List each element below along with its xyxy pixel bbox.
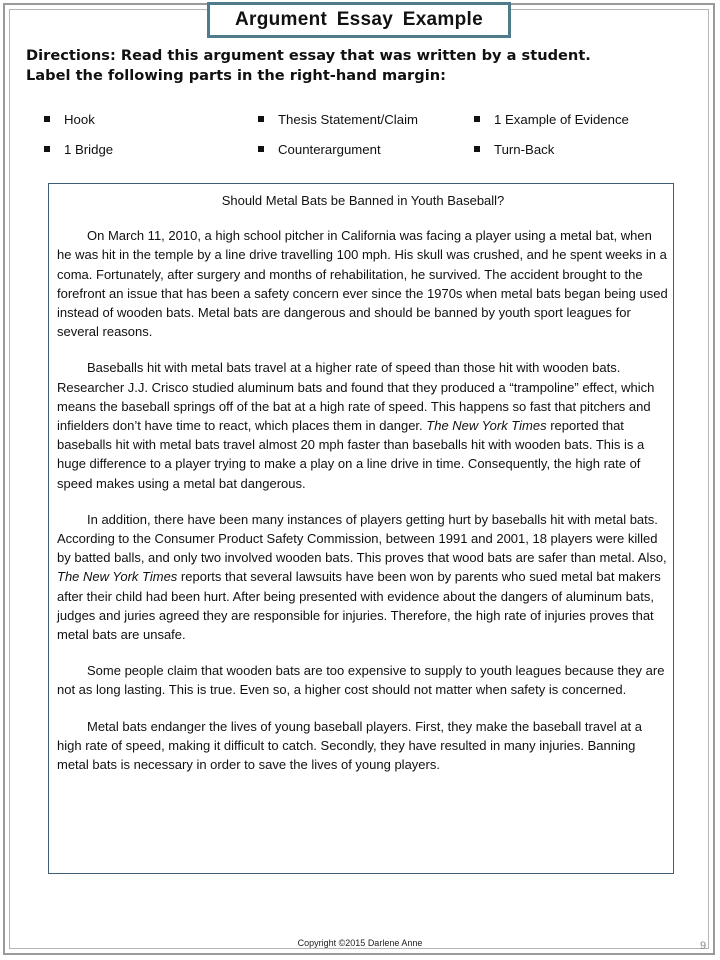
square-bullet-icon xyxy=(44,116,50,122)
square-bullet-icon xyxy=(474,116,480,122)
list-item: Counterargument xyxy=(258,142,381,157)
directions-line-1: Directions: Read this argument essay that was written by a student. xyxy=(26,47,591,64)
directions xyxy=(26,46,696,86)
square-bullet-icon xyxy=(258,116,264,122)
source-title: The New York Times xyxy=(426,418,547,434)
essay-paragraph-3: In addition, there have been many instances of players getting hurt by baseballs hit with metal bats. According to the Consumer Product Safety Commission, between 1991 and 2001, 18 players were killed by batted balls, and only two involved wooden bats. This proves that wood bats are safer than metal. Also, The New York Times reports that several lawsuits have been won by parents who sued metal bat makers after their child had been hurt. After being presented with evidence about the dangers of aluminum bats, judges and juries agreed they are responsible for injuries. Therefore, the high rate of injuries proves that metal bats are unsafe. xyxy=(57,511,667,643)
square-bullet-icon xyxy=(474,146,480,152)
essay-paragraph-5: Metal bats endanger the lives of young baseball players. First, they make the baseball travel at a high rate of speed, making it difficult to catch. Secondly, they have resulted in many injuries. Banning metal bats is necessary in order to save the lives of young players. xyxy=(57,718,642,773)
essay-body xyxy=(57,191,669,791)
copyright-footer: Copyright ©2015 Darlene Anne xyxy=(0,938,720,948)
essay-title: Should Metal Bats be Banned in Youth Baseball? xyxy=(221,193,505,208)
page-number: 9 xyxy=(700,940,707,952)
essay-box xyxy=(48,183,674,874)
essay-paragraph-2: Baseballs hit with metal bats travel at a higher rate of speed than those hit with wooden bats. Researcher J.J. Crisco studied aluminum bats and found that they produced a “trampoline” effect, which means the baseball springs off of the bat at a high rate of speed. This happens so fast that pitchers and infielders don’t have time to react, which places them in danger. The New York Times reported that baseballs hit with metal bats travel almost 20 mph faster than baseballs hit with wooden bats. This is a huge difference to a player trying to make a play on a line drive in time. Consequently, the high rate of speed makes using a metal bat dangerous. xyxy=(57,360,655,491)
page-title: Argument Essay Example xyxy=(207,2,511,38)
list-item: Hook xyxy=(44,112,95,127)
list-item: 1 Example of Evidence xyxy=(474,112,629,127)
source-title: The New York Times xyxy=(57,569,178,585)
list-item: 1 Bridge xyxy=(44,142,113,157)
directions-line-2: Label the following parts in the right-hand margin: xyxy=(26,67,446,84)
list-item: Turn-Back xyxy=(474,142,554,157)
square-bullet-icon xyxy=(44,146,50,152)
list-item: Thesis Statement/Claim xyxy=(258,112,418,127)
essay-paragraph-4: Some people claim that wooden bats are too expensive to supply to youth leagues because they are not as long lasting. This is true. Even so, a higher cost should not matter when safety is concerned. xyxy=(57,663,665,698)
essay-paragraph-1: On March 11, 2010, a high school pitcher in California was facing a player using a metal bat, when he was hit in the temple by a line drive travelling 100 mph. His skull was crushed, and he spent weeks in a coma. Fortunately, after surgery and months of rehabilitation, he survived. The accident brought to the forefront an issue that has been a safety concern ever since the 1970s when metal bats began being used instead of wooden bats. Metal bats are dangerous and should be banned by youth sport leagues for several reasons. xyxy=(57,228,668,340)
square-bullet-icon xyxy=(258,146,264,152)
